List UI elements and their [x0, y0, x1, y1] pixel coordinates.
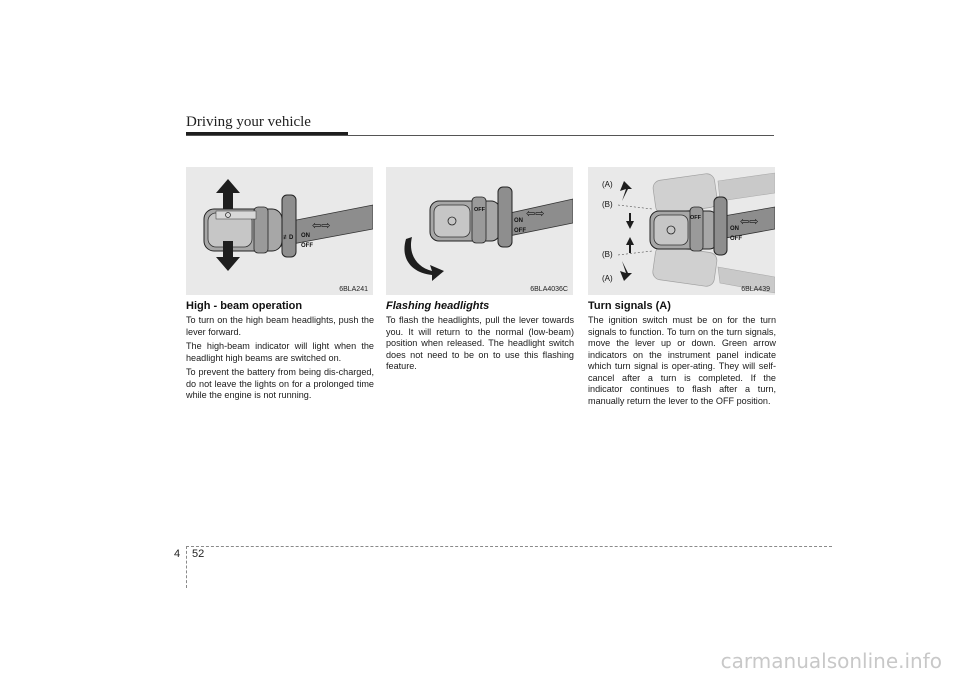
paragraph: To prevent the battery from being dis-charged, do not leave the lights on for a prolonged time while the engine is not running. — [186, 367, 374, 400]
section-heading: Flashing headlights — [386, 300, 490, 312]
column-high-beam — [186, 300, 374, 405]
figure-high-beam — [186, 167, 373, 295]
page-number: 52 — [192, 548, 205, 560]
page-section-number: 4 — [174, 548, 181, 560]
paragraph: The high-beam indicator will light when the headlight high beams are switched on. — [186, 341, 374, 363]
arrow-up-icon — [216, 179, 240, 209]
arrow-up-icon — [626, 213, 634, 229]
watermark: carmanualsonline.info — [720, 649, 942, 673]
lever-illustration — [386, 167, 573, 295]
column-turn-signals — [588, 300, 776, 410]
figure-flashing — [386, 167, 573, 295]
on-label: ON — [301, 233, 310, 239]
label-b-bottom: (B) — [602, 250, 613, 259]
page-header-title: Driving your vehicle — [186, 114, 311, 130]
off-label: OFF — [730, 236, 742, 242]
column-flashing — [386, 300, 574, 376]
label-b-top: (B) — [602, 200, 613, 209]
paragraph: To turn on the high beam headlights, push the lever forward. — [186, 315, 374, 337]
label-a-top: (A) — [602, 180, 613, 189]
footer-rule — [186, 546, 832, 547]
figure-code: 6BLA241 — [339, 286, 368, 293]
svg-text:⇦⇨: ⇦⇨ — [526, 208, 545, 220]
off-label: OFF — [514, 228, 526, 234]
section-heading: High - beam operation — [186, 300, 303, 312]
paragraph: To flash the headlights, pull the lever towards you. It will return to the normal (low-beam) position when released. The headlight switch does not need to be on to use this flashing feature. — [386, 315, 574, 371]
svg-text:≢D: ≢D — [283, 235, 294, 241]
lever-illustration — [588, 167, 775, 295]
on-label: ON — [514, 218, 523, 224]
pull-arrow-icon — [404, 237, 444, 281]
svg-text:⇦⇨: ⇦⇨ — [312, 220, 331, 232]
turn-arrow-up-right-icon — [620, 181, 632, 201]
off-label: OFF — [301, 243, 313, 249]
figure-code: 6BLA439 — [741, 286, 770, 293]
header-rule-thin — [186, 135, 774, 136]
footer-vertical-rule — [186, 546, 187, 588]
label-a-bottom: (A) — [602, 274, 613, 283]
lever-illustration — [186, 167, 373, 295]
svg-text:⇦⇨: ⇦⇨ — [740, 216, 759, 228]
section-heading: Turn signals (A) — [588, 300, 671, 312]
turn-arrow-down-right-icon — [620, 261, 632, 281]
off-small-label: OFF — [690, 215, 701, 221]
off-small-label: OFF — [474, 207, 485, 213]
figure-code: 6BLA4036C — [530, 286, 568, 293]
figure-turn-signals — [588, 167, 775, 295]
on-label: ON — [730, 226, 739, 232]
arrow-down-icon — [626, 237, 634, 253]
paragraph: The ignition switch must be on for the turn signals to function. To turn on the turn signals, move the lever up or down. Green arrow indicators on the instrument panel indicate which turn signal is oper-ating. They will self-cancel after a turn is completed. If the indicator continues to flash after a turn, manually return the lever to the OFF position. — [588, 315, 776, 406]
